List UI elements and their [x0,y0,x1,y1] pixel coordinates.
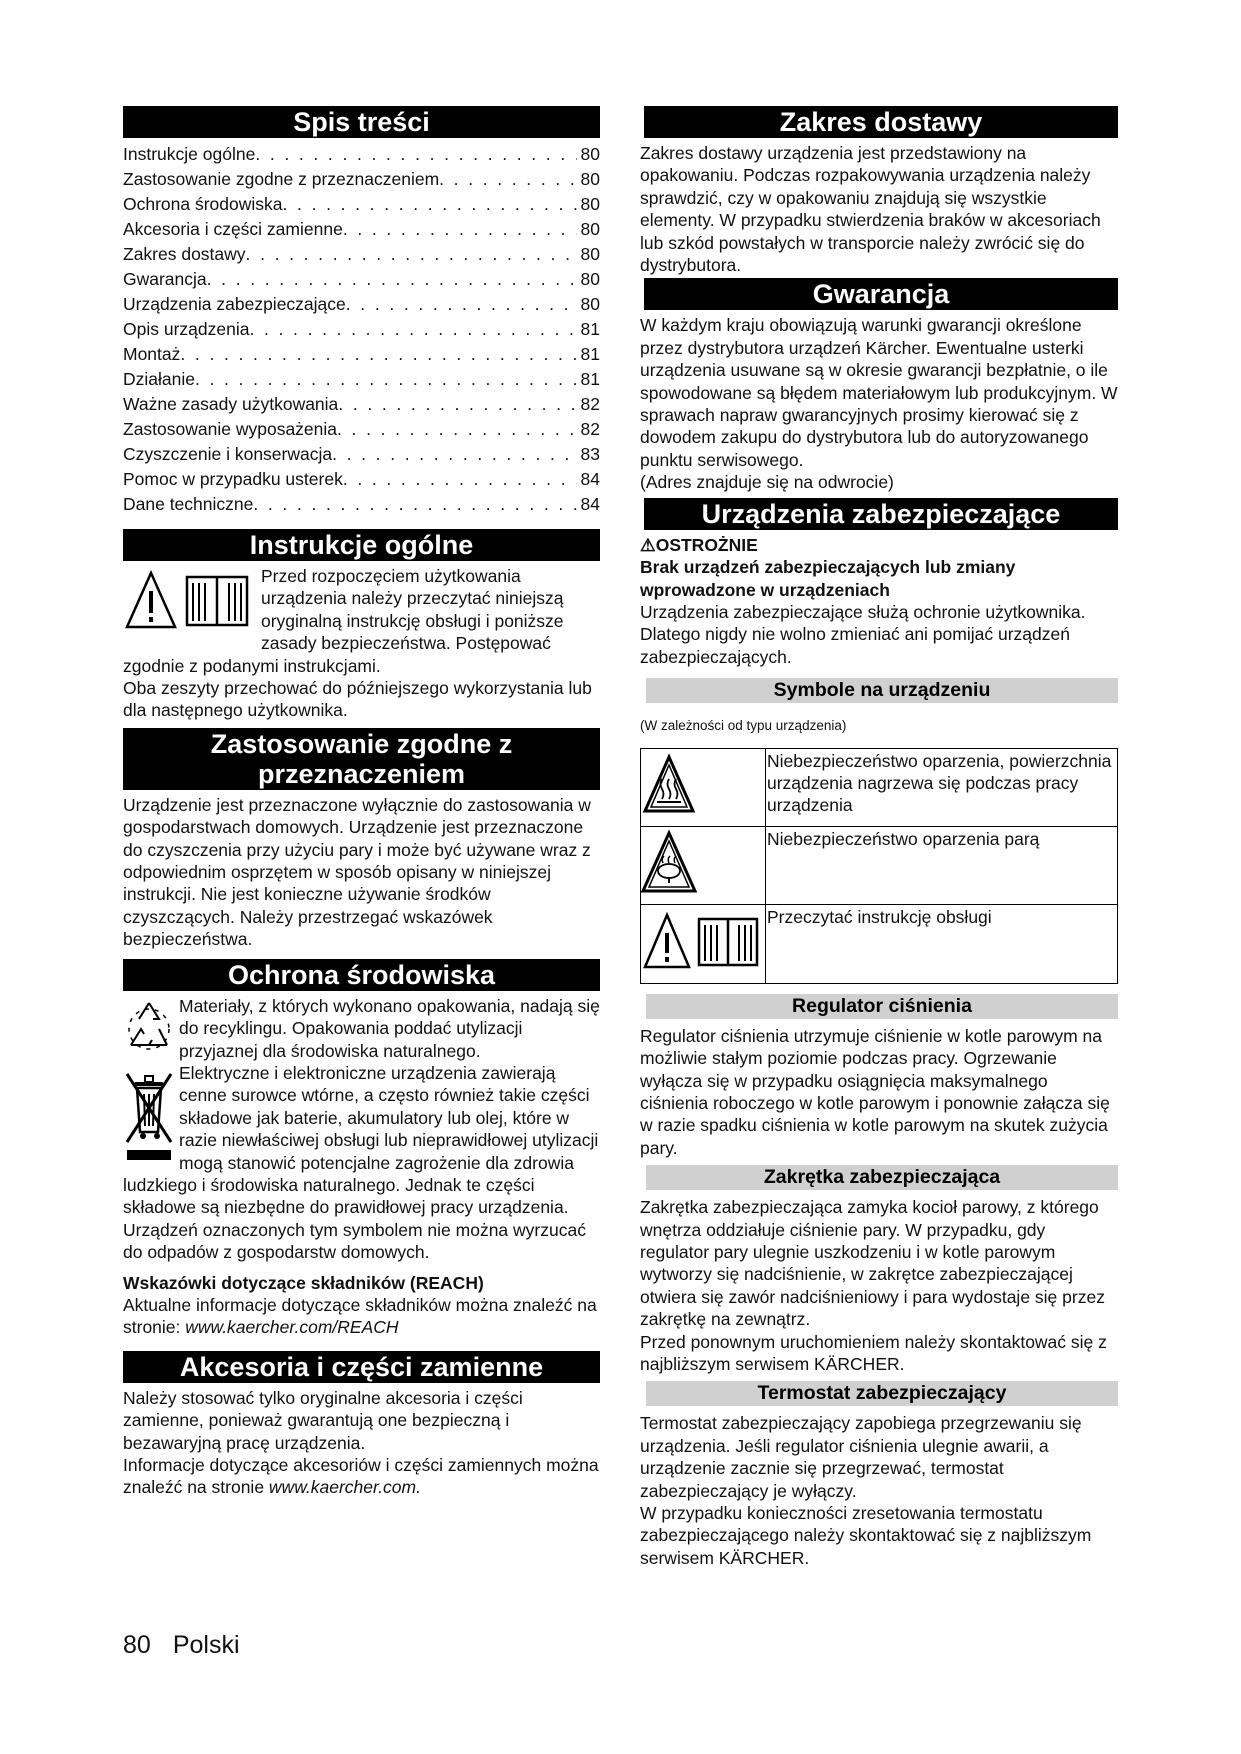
reach-heading: Wskazówki dotyczące składników (REACH) [123,1272,484,1293]
toc-entry-page: 80 [580,219,600,239]
toc-entry-label: Dane techniczne [123,494,254,514]
toc-entry-page: 80 [580,194,600,214]
reach-link[interactable]: www.kaercher.com/REACH [185,1317,399,1338]
page-number: 80 [123,1631,151,1659]
toc-entry[interactable] [123,442,600,467]
toc-entry-page: 83 [580,444,600,464]
kaercher-link[interactable]: www.kaercher.com. [268,1477,421,1498]
warning-icon: ⚠ [640,534,656,555]
subsection-title-zakretka: Zakrętka zabezpieczająca [646,1165,1118,1190]
subsection-title-regulator: Regulator ciśnienia [646,994,1118,1019]
toc-entry[interactable] [123,367,600,392]
right-column [640,106,1118,1569]
warning-subtitle: Brak urządzeń zabezpieczających lub zmiany wprowadzone w urządzeniach [640,557,1016,600]
akcesoria-text-2: Informacje dotyczące akcesoriów i części zamiennych można znaleźć na stronie www.kaercher.com. [123,1455,599,1498]
instrukcje-text-1: Przed rozpoczęciem użytkowania urządzenia należy przeczytać niniejszą oryginalną instrukcję obsługi i poniższe zasady bezpieczeństwa. Postępować zgodnie z podanymi instrukcjami. [123,566,564,676]
table-row [641,826,1118,904]
toc-entry-label: Pomoc w przypadku usterek [123,469,343,489]
section-instrukcje [123,565,600,722]
symbol-text: Niebezpieczeństwo oparzenia parą [766,826,1118,904]
toc-entry[interactable] [123,217,600,242]
toc-entry-page: 80 [580,169,600,189]
read-manual-icon [641,905,765,977]
hot-surface-icon [641,749,765,821]
toc-entry-page: 81 [580,344,600,364]
toc-entry-label: Działanie [123,369,195,389]
toc-entry-page: 82 [580,394,600,414]
toc-entry-page: 82 [580,419,600,439]
toc-entry-page: 81 [580,369,600,389]
toc-entry-label: Instrukcje ogólne [123,144,256,164]
toc-entry[interactable] [123,417,600,442]
regulator-text: Regulator ciśnienia utrzymuje ciśnienie w kotle parowym na możliwie stałym poziomie podczas pracy. Ogrzewanie wyłącza się w przypadku osiągnięcia maksymalnego ciśnienia roboczego w kotle parowym i ponownie załącza się w razie spadku ciśnienia w kotle parowym na skutek zużycia pary. [640,1025,1110,1158]
symbol-text: Przeczytać instrukcję obsługi [766,905,1118,983]
toc-entry-page: 80 [580,294,600,314]
termostat-text-1: Termostat zabezpieczający zapobiega przegrzewaniu się urządzenia. Jeśli regulator ciśnienia ulegnie awarii, a urządzenie zacznie się przegrzewać, termostat zabezpieczający je wyłączy. [640,1413,1082,1501]
warning-read-manual-icon [123,567,255,633]
toc-entry[interactable] [123,242,600,267]
left-column [123,106,600,1499]
toc-entry-page: 80 [580,244,600,264]
page-footer [123,1630,240,1660]
toc-entry[interactable] [123,192,600,217]
section-title-ochrona: Ochrona środowiska [123,959,600,991]
toc-entry-page: 80 [580,144,600,164]
urzadzenia-text-2: Dlatego nigdy nie wolno zmieniać ani pomijać urządzeń zabezpieczających. [640,624,1070,667]
toc-entry-label: Czyszczenie i konserwacja [123,444,333,464]
toc-entry-label: Akcesoria i części zamienne [123,219,343,239]
symbols-table [640,748,1118,984]
table-row [641,905,1118,983]
subsection-title-termostat: Termostat zabezpieczający [646,1381,1118,1406]
table-row [641,748,1118,826]
toc-entry[interactable] [123,292,600,317]
gwarancja-text-1: W każdym kraju obowiązują warunki gwarancji określone przez dystrybutora urządzeń Kärcher. Ewentualne usterki urządzenia usuwane są w okresie gwarancji bezpłatnie, o ile spowodowane są błędem materiałowym lub produkcyjnym. W sprawach napraw gwarancyjnych prosimy kierować się z dowodem zakupu do dystrybutora lub do autoryzowanego punktu serwisowego. [640,315,1118,470]
toc-entry[interactable] [123,317,600,342]
toc-entry[interactable] [123,392,600,417]
toc-entry-label: Opis urządzenia [123,319,250,339]
urzadzenia-text-1: Urządzenia zabezpieczające służą ochronie użytkownika. [640,601,1086,622]
toc-title: Spis treści [123,106,600,138]
symbole-note: (W zależności od typu urządzenia) [640,718,847,734]
toc-entry-label: Montaż [123,344,181,364]
section-title-urzadzenia: Urządzenia zabezpieczające [644,498,1118,530]
toc-entry[interactable] [123,142,600,167]
section-title-akcesoria: Akcesoria i części zamienne [123,1351,600,1383]
gwarancja-text-2: (Adres znajduje się na odwrocie) [640,472,894,493]
page-language: Polski [172,1631,240,1659]
toc-entry-label: Urządzenia zabezpieczające [123,294,346,314]
section-title-zakres: Zakres dostawy [644,106,1118,138]
ochrona-text-1: Materiały, z których wykonano opakowania, nadają się do recyklingu. Opakowania poddać utylizacji przyjaznej dla środowiska naturalnego. [179,995,600,1061]
section-title-instrukcje: Instrukcje ogólne [123,529,600,561]
zastosowanie-text: Urządzenie jest przeznaczone wyłącznie do zastosowania w gospodarstwach domowych. Urządzenie jest przeznaczone do czyszczenia przy użyciu pary i może być używane wraz z odpowiednim osprzętem w sposób opisany w niniejszej instrukcji. Nie jest konieczne używanie środków czyszczących. Należy przestrzegać wskazówek bezpieczeństwa. [123,794,591,950]
toc-entry-label: Zastosowanie zgodne z przeznaczeniem [123,169,440,189]
zakretka-text-2: Przed ponownym uruchomieniem należy skontaktować się z najbliższym serwisem KÄRCHER. [640,1331,1107,1375]
toc-entry[interactable] [123,267,600,292]
toc-entry-label: Zakres dostawy [123,244,246,264]
zakres-text: Zakres dostawy urządzenia jest przedstawiony na opakowaniu. Podczas rozpakowywania urządzenia należy sprawdzić, czy w opakowaniu znajdują się wszystkie elementy. W przypadku stwierdzenia braków w akcesoriach lub szkód powstałych w transporcie należy zwrócić się do dystrybutora. [640,143,1101,276]
ochrona-text-2: Elektryczne i elektroniczne urządzenia zawierają cenne surowce wtórne, a często również takie części składowe jak baterie, akumulatory lub olej, które w razie niewłaściwej obsługi lub nieprawidłowej utylizacji mogą stanowić potencjalne zagrożenie dla zdrowia ludzkiego i środowiska naturalnego. Jednak te części składowe są niezbędne do prawidłowej pracy urządzenia. Urządzeń oznaczonych tym symbolem nie można wyrzucać do odpadów z gospodarstw domowych. [123,1062,599,1263]
toc-entry[interactable] [123,342,600,367]
instrukcje-text-2: Oba zeszyty przechować do późniejszego wykorzystania lub dla następnego użytkownika. [123,678,592,721]
toc-entry-label: Zastosowanie wyposażenia [123,419,338,439]
recycle-icon [123,999,175,1053]
steam-burn-icon [641,827,765,899]
toc-entry-page: 84 [580,494,600,514]
toc-entry-page: 81 [580,319,600,339]
toc-entry-label: Ważne zasady użytkowania [123,394,339,414]
reach-text: Aktualne informacje dotyczące składników można znaleźć na stronie: www.kaercher.com/REACH [123,1294,597,1338]
toc-entry-label: Gwarancja [123,269,207,289]
symbol-text: Niebezpieczeństwo oparzenia, powierzchnia urządzenia nagrzewa się podczas pracy urządzenia [766,748,1118,826]
subsection-title-symbole: Symbole na urządzeniu [646,678,1118,703]
toc-entry-page: 84 [580,469,600,489]
crossed-bin-icon [123,1068,175,1164]
termostat-text-2: W przypadku konieczności zresetowania termostatu zabezpieczającego należy skontaktować się z najbliższym serwisem KÄRCHER. [640,1503,1092,1568]
toc-entry[interactable] [123,467,600,492]
table-of-contents [123,142,600,517]
section-title-zastosowanie: Zastosowanie zgodne z przeznaczeniem [123,728,600,790]
zakretka-text-1: Zakrętka zabezpieczająca zamyka kocioł parowy, z którego wnętrza oddziałuje ciśnienie pary. W przypadku, gdy regulator pary ulegnie uszkodzeniu i w kotle parowym wytworzy się nadciśnienie, w zakrętce zabezpieczającej otwiera się zawór nadciśnieniowy i para wydostaje się przez zakrętkę na zewnątrz. [640,1197,1105,1330]
toc-entry[interactable] [123,167,600,192]
section-title-gwarancja: Gwarancja [644,278,1118,310]
section-ochrona [123,995,600,1339]
toc-entry-page: 80 [580,269,600,289]
warning-label: ⚠OSTROŻNIE [640,534,758,555]
akcesoria-text-1: Należy stosować tylko oryginalne akcesoria i części zamienne, ponieważ gwarantują one bezpieczną i bezawaryjną pracę urządzenia. [123,1387,523,1453]
toc-entry[interactable] [123,492,600,517]
toc-entry-label: Ochrona środowiska [123,194,283,214]
